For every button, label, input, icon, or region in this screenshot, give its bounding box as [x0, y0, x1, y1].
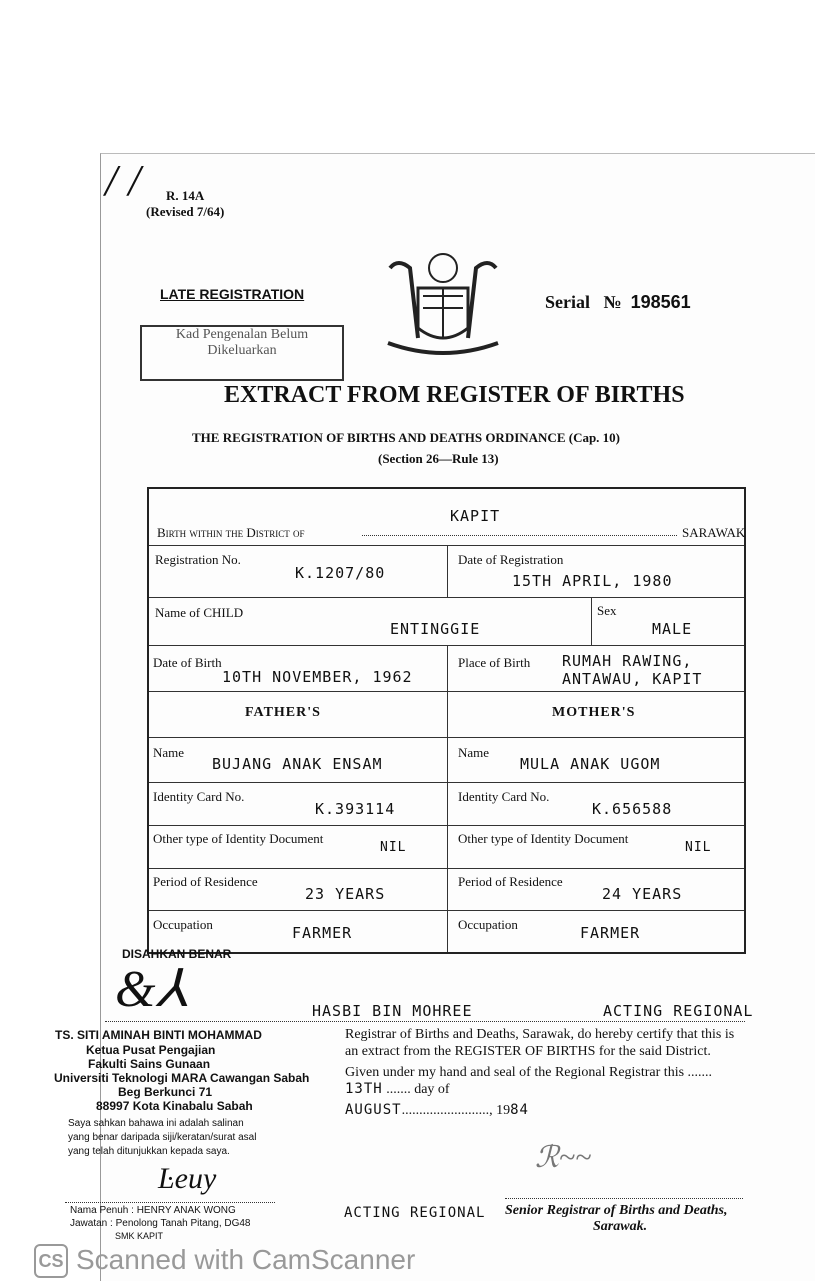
mother-residence-label: Period of Residence — [458, 874, 563, 889]
reg-date-value: 15TH APRIL, 1980 — [512, 572, 673, 590]
mother-header: MOTHER'S — [552, 705, 636, 720]
district-value: KAPIT — [450, 507, 501, 525]
father-ic-value: K.393114 — [315, 800, 396, 818]
father-header: FATHER'S — [245, 705, 321, 720]
father-name-label: Name — [153, 745, 185, 760]
sex-value: MALE — [652, 620, 693, 638]
mother-other-id-label: Other type of Identity Document — [458, 831, 629, 846]
certified-stamp-heading: DISAHKAN BENAR — [122, 947, 232, 961]
stamp-line: Kad Pengenalan Belum — [175, 327, 309, 342]
father-residence-label: Period of Residence — [153, 874, 258, 889]
mother-occupation-value: FARMER — [580, 924, 641, 942]
father-occupation-label: Occupation — [153, 917, 213, 932]
reg-no-value: K.1207/80 — [295, 564, 386, 582]
coat-of-arms-icon — [378, 248, 508, 360]
child-value: ENTINGGIE — [390, 620, 481, 638]
certifier-line: Ketua Pusat Pengajian — [86, 1043, 216, 1057]
given-line: Given under my hand and seal of the Regional Registrar this ....... 13TH ....... day of — [345, 1065, 713, 1097]
father-name-value: BUJANG ANAK ENSAM — [212, 755, 383, 773]
late-registration: LATE REGISTRATION — [160, 286, 305, 302]
reg-date-label: Date of Registration — [458, 552, 564, 567]
reg-no-label: Registration No. — [155, 552, 241, 567]
copy-cert-line: yang telah ditunjukkan kepada saya. — [68, 1146, 230, 1157]
mother-occupation-label: Occupation — [458, 917, 518, 932]
mother-name-value: MULA ANAK UGOM — [520, 755, 661, 773]
pob-value: ANTAWAU, KAPIT — [562, 670, 703, 688]
district-label: Birth within the District of — [157, 525, 305, 540]
mother-name-label: Name — [458, 745, 490, 760]
certifier-line: Universiti Teknologi MARA Cawangan Sabah — [54, 1071, 310, 1085]
stamp-line: Dikeluarkan — [207, 343, 277, 358]
serial-number: 198561 — [630, 292, 691, 312]
certifier-name: TS. SITI AMINAH BINTI MOHAMMAD — [55, 1028, 262, 1042]
father-occupation-value: FARMER — [292, 924, 353, 942]
sex-label: Sex — [597, 603, 617, 618]
father-other-id-value: NIL — [380, 840, 407, 855]
witness-signature: Ŀeuy — [158, 1162, 217, 1195]
sign-title: Senior Registrar of Births and Deaths, — [505, 1203, 728, 1218]
serial-label: Serial № 198561 — [545, 292, 691, 312]
certification-text — [345, 1026, 745, 1123]
document-title: EXTRACT FROM REGISTER OF BIRTHS — [224, 382, 685, 408]
acting-regional: ACTING REGIONAL — [603, 1002, 754, 1020]
handwritten-mark: / / — [105, 156, 141, 205]
mother-ic-value: K.656588 — [592, 800, 673, 818]
pob-value: RUMAH RAWING, — [562, 652, 693, 670]
dob-label: Date of Birth — [153, 655, 222, 670]
pob-label: Place of Birth — [458, 655, 531, 670]
camscanner-watermark: Scanned with CamScanner — [76, 1244, 416, 1275]
mother-ic-label: Identity Card No. — [458, 789, 550, 804]
child-label: Name of CHILD — [155, 605, 244, 620]
rubber-stamp — [140, 325, 344, 381]
registrar-name: HASBI BIN MOHREE — [312, 1002, 473, 1020]
witness-name: Nama Penuh : HENRY ANAK WONG — [70, 1205, 236, 1216]
certifier-signature: &⅄ — [115, 961, 188, 1018]
father-ic-label: Identity Card No. — [153, 789, 245, 804]
certify-paragraph — [345, 1026, 745, 1060]
certifier-line: 88997 Kota Kinabalu Sabah — [96, 1099, 253, 1113]
registrar-signature: ℛ~~ — [535, 1141, 592, 1174]
state-label: SARAWAK — [682, 525, 746, 540]
certify-line: Registrar of Births and Deaths, Sarawak, do hereby certify that this is an extract from the — [345, 1027, 735, 1059]
certify-line: REGISTER OF BIRTHS for the said District. — [454, 1044, 711, 1059]
copy-cert-line: Saya sahkan bahawa ini adalah salinan — [68, 1118, 244, 1129]
father-residence-value: 23 YEARS — [305, 885, 386, 903]
certifier-line: Beg Berkunci 71 — [118, 1085, 213, 1099]
mother-residence-value: 24 YEARS — [602, 885, 683, 903]
copy-cert-line: yang benar daripada siji/keratan/surat asal — [68, 1132, 257, 1143]
sign-state: Sarawak. — [593, 1219, 648, 1234]
witness-place: SMK KAPIT — [115, 1231, 164, 1241]
mother-other-id-value: NIL — [685, 840, 712, 855]
father-other-id-label: Other type of Identity Document — [153, 831, 324, 846]
section: (Section 26—Rule 13) — [378, 451, 499, 466]
ordinance: THE REGISTRATION OF BIRTHS AND DEATHS ORDINANCE (Cap. 10) — [192, 430, 621, 445]
form-code: R. 14A — [166, 188, 205, 203]
sign-acting: ACTING REGIONAL — [344, 1205, 486, 1221]
witness-post: Jawatan : Penolong Tanah Pitang, DG48 — [70, 1218, 251, 1229]
day-value: 13TH — [345, 1081, 383, 1097]
dob-value: 10TH NOVEMBER, 1962 — [222, 668, 413, 686]
month-year-line: AUGUST........................., 1984 — [345, 1102, 529, 1118]
form-revised: (Revised 7/64) — [146, 204, 225, 219]
camscanner-logo: CS — [34, 1244, 68, 1278]
certifier-line: Fakulti Sains Gunaan — [88, 1057, 211, 1071]
